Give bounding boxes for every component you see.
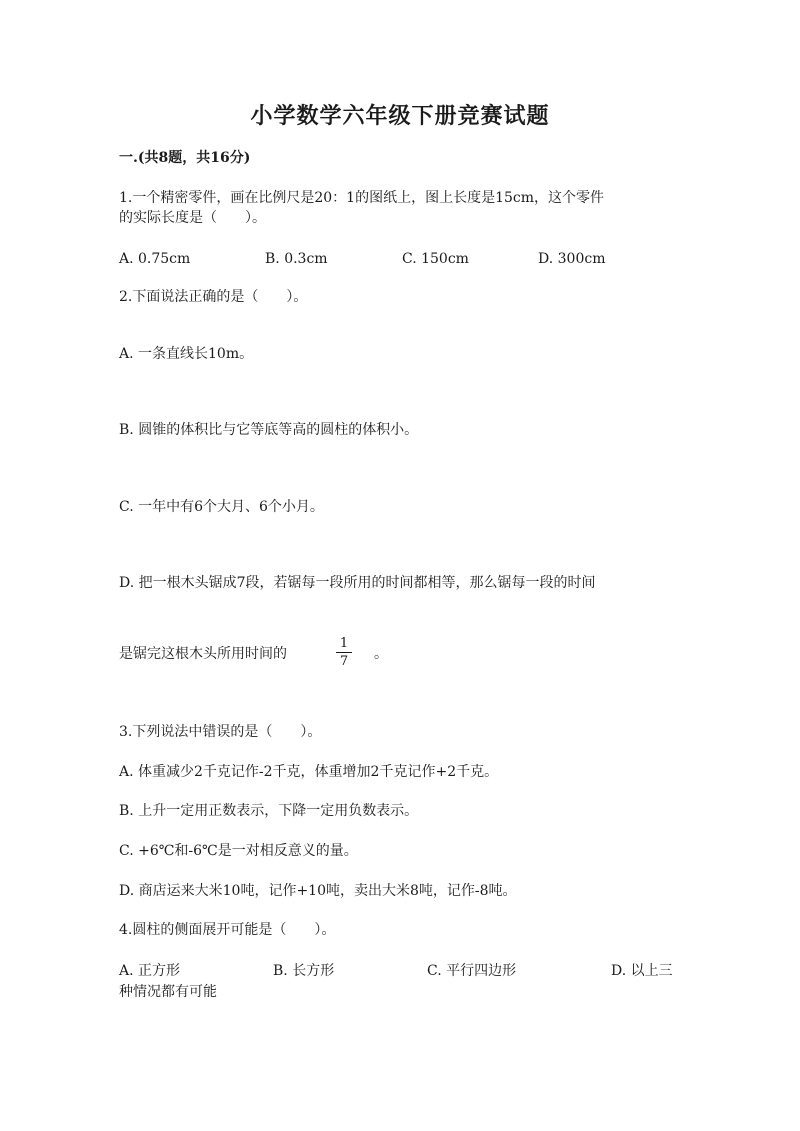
question-2-option-d-continuation: 是锯完这根木头所用时间的 [119,646,287,662]
question-1-option-d: D. 300cm [538,251,606,267]
fraction-numerator: 1 [339,636,349,651]
fraction-denominator: 7 [339,654,349,669]
question-4-option-c: C. 平行四边形 [427,963,517,979]
question-2-option-a: A. 一条直线长10m。 [119,346,254,362]
question-4-stem: 4.圆柱的侧面展开可能是（ ）。 [119,922,336,938]
question-1-stem-line2: 的实际长度是（ ）。 [119,210,266,226]
question-2-stem: 2.下面说法正确的是（ ）。 [119,289,308,305]
question-4-option-b: B. 长方形 [273,963,335,979]
question-3-option-a: A. 体重减少2千克记作-2千克，体重增加2千克记作+2千克。 [119,764,499,780]
question-1-option-c: C. 150cm [402,251,469,267]
page-title: 小学数学六年级下册竞赛试题 [250,103,550,129]
question-2-option-d-end: 。 [374,646,388,662]
question-2-option-d: D. 把一根木头锯成7段，若锯每一段所用的时间都相等，那么锯每一段的时间 [119,575,596,591]
section-heading: 一.(共8题，共16分) [119,150,251,166]
question-1-stem-line1: 1.一个精密零件，画在比例尺是20：1的图纸上，图上长度是15cm，这个零件 [119,190,605,206]
question-1-option-a: A. 0.75cm [119,251,191,267]
question-3-option-b: B. 上升一定用正数表示，下降一定用负数表示。 [119,803,419,819]
question-1-option-b: B. 0.3cm [265,251,328,267]
fraction-bar [336,652,352,653]
question-3-stem: 3.下列说法中错误的是（ ）。 [119,724,322,740]
question-3-option-d: D. 商店运来大米10吨，记作+10吨，卖出大米8吨，记作-8吨。 [119,883,517,899]
question-2-option-b: B. 圆锥的体积比与它等底等高的圆柱的体积小。 [119,422,419,438]
question-4-option-a: A. 正方形 [119,963,181,979]
question-3-option-c: C. +6℃和-6℃是一对相反意义的量。 [119,843,358,859]
question-4-option-d-continuation: 种情况都有可能 [119,984,217,1000]
question-2-option-c: C. 一年中有6个大月、6个小月。 [119,499,324,515]
fraction-one-seventh [336,636,352,669]
question-4-option-d: D. 以上三 [611,963,673,979]
